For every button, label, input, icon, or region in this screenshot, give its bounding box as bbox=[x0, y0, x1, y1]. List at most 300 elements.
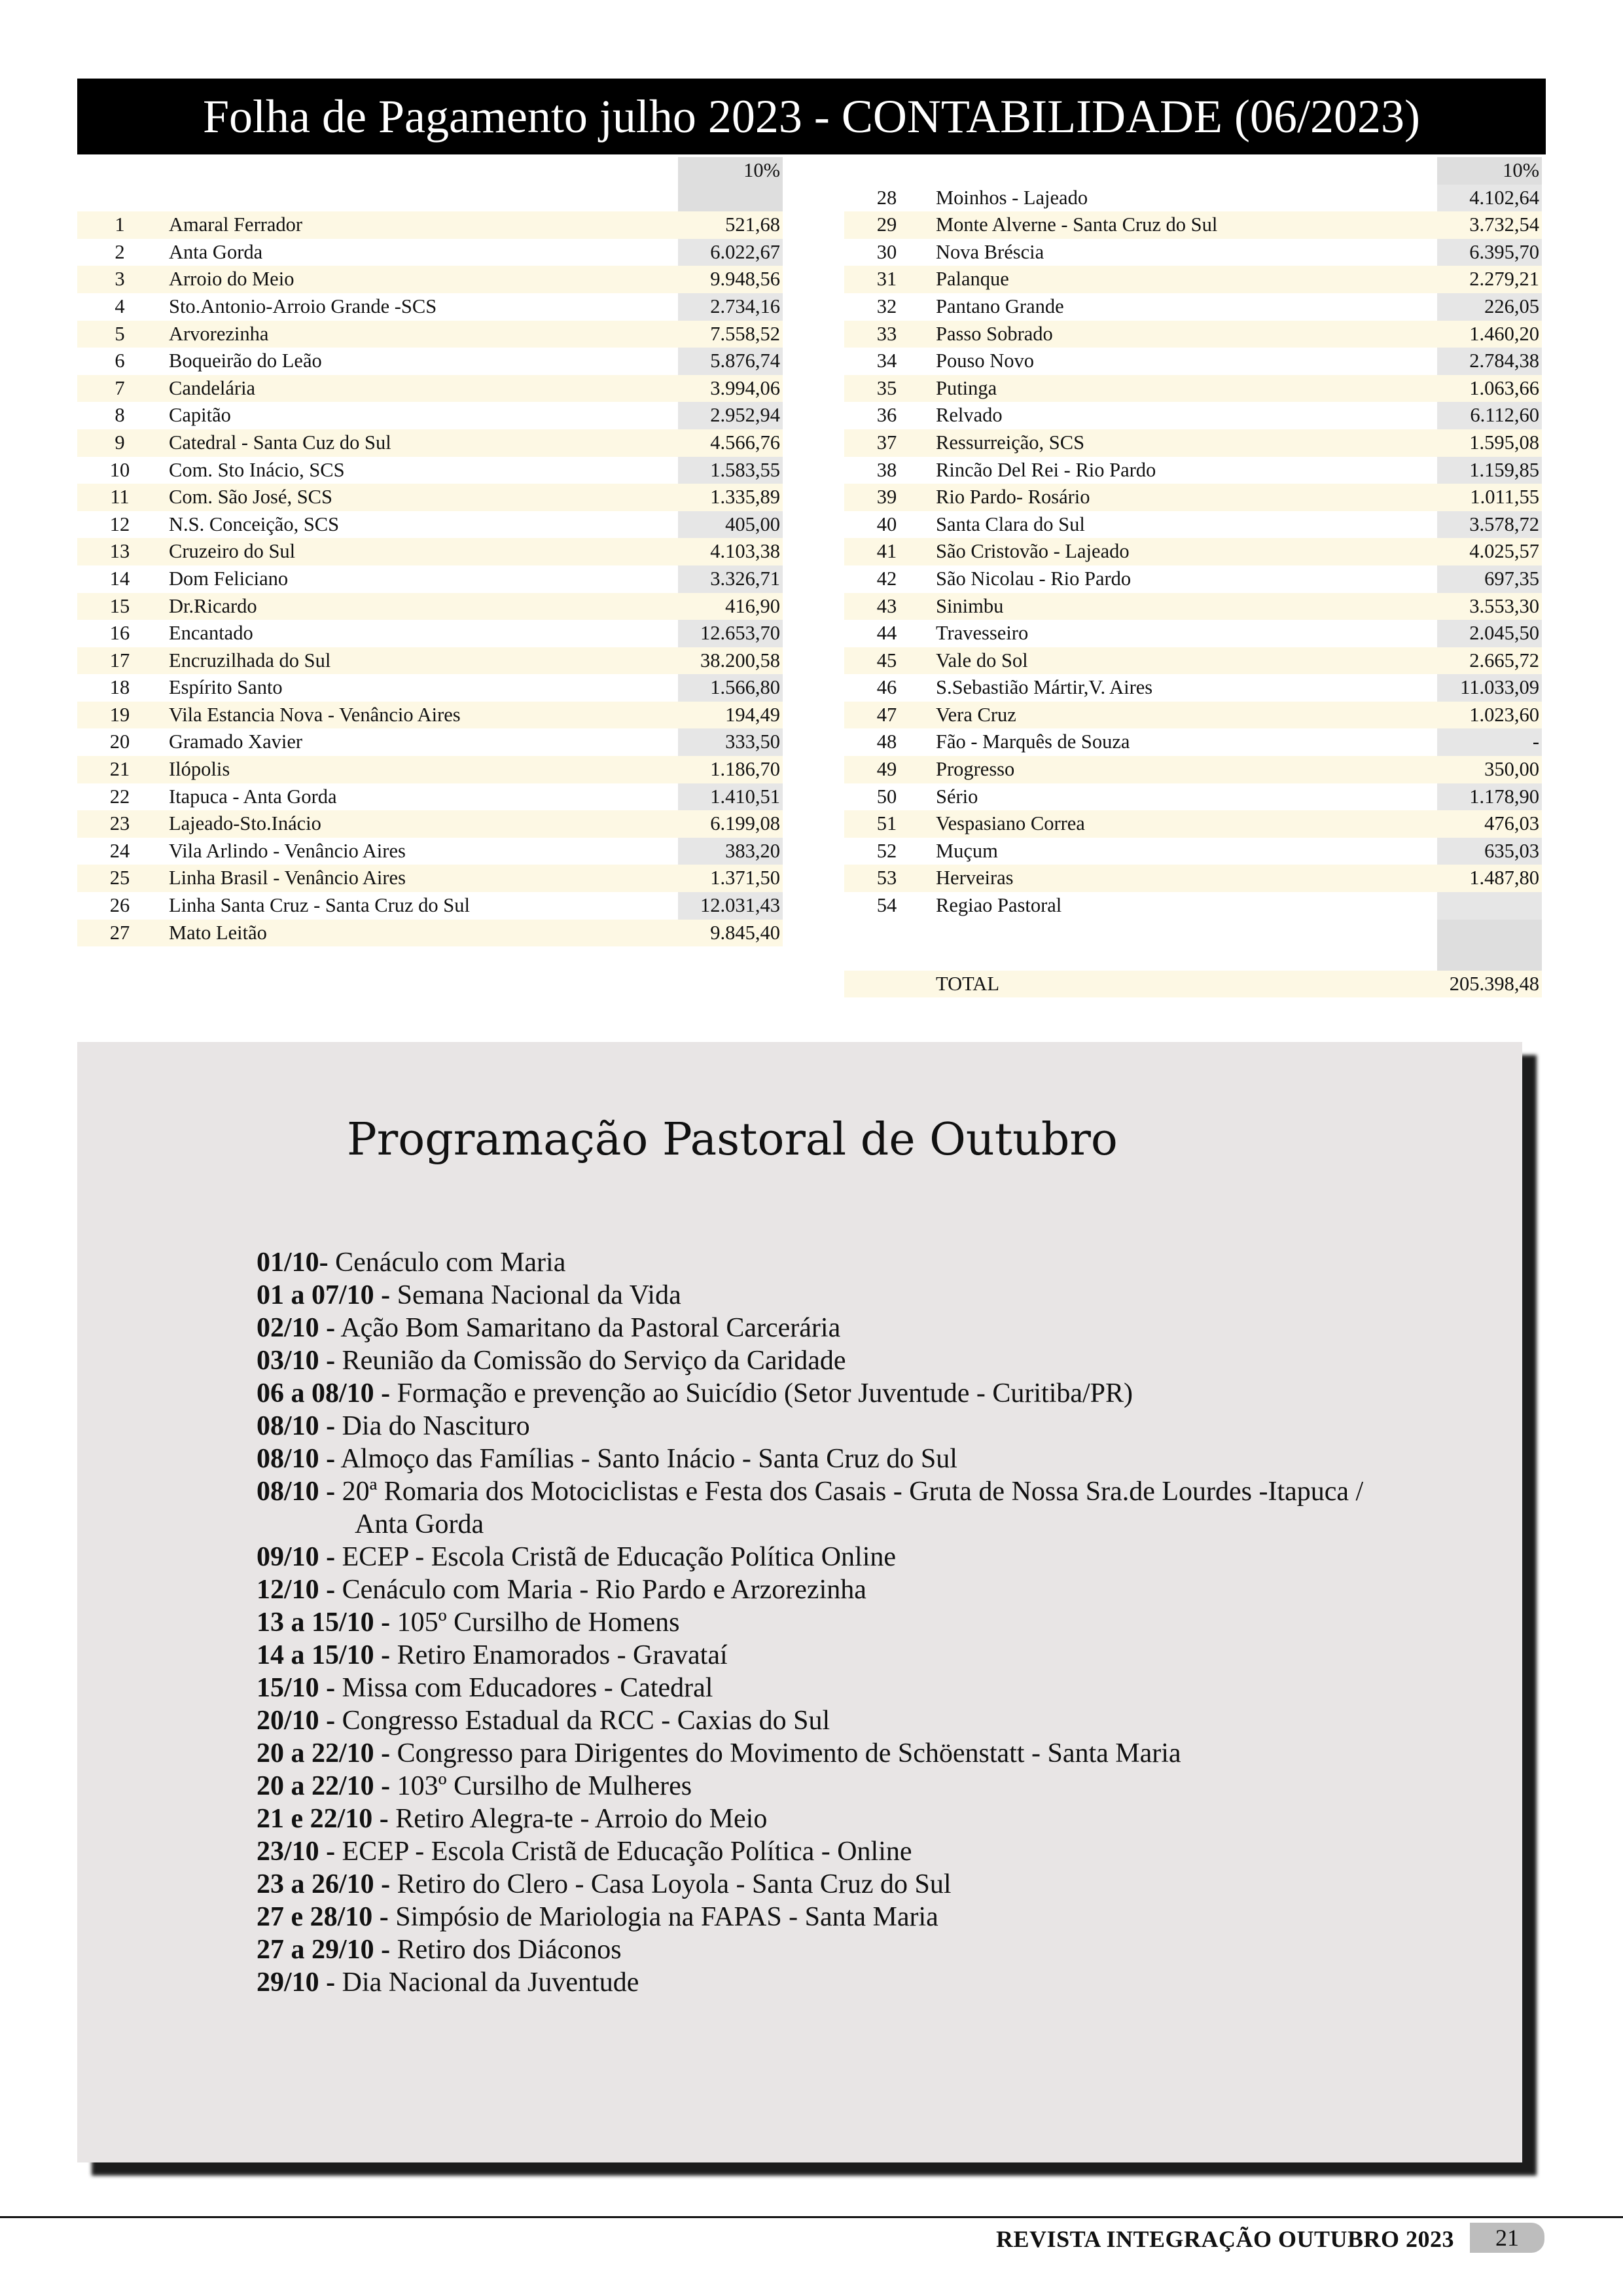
amount: 4.566,76 bbox=[678, 429, 783, 457]
row-number: 42 bbox=[876, 567, 897, 590]
amount: 1.566,80 bbox=[678, 674, 783, 702]
row-number: 5 bbox=[77, 321, 162, 348]
amount: 333,50 bbox=[678, 728, 783, 756]
row-number: 33 bbox=[844, 321, 929, 348]
table-header-spacer bbox=[77, 185, 783, 212]
parish-name: Boqueirão do Leão bbox=[169, 350, 322, 372]
table-row bbox=[844, 402, 1542, 429]
event-date: 21 e 22/10 - bbox=[257, 1804, 389, 1834]
amount: 194,49 bbox=[678, 702, 783, 729]
parish-name: Fão - Marquês de Souza bbox=[936, 730, 1130, 753]
event-description: Congresso Estadual da RCC - Caxias do Sul bbox=[335, 1706, 830, 1736]
pastoral-program-panel bbox=[77, 1042, 1522, 2162]
parish-name: Encruzilhada do Sul bbox=[162, 647, 678, 675]
event-list bbox=[257, 1246, 1500, 1999]
event-item bbox=[257, 1901, 1500, 1933]
row-number: 48 bbox=[876, 730, 897, 753]
parish-name: Relvado bbox=[936, 404, 1003, 427]
row-number: 8 bbox=[115, 404, 125, 427]
parish-name: Travesseiro bbox=[936, 622, 1029, 645]
amount: 12.653,70 bbox=[678, 620, 783, 647]
table-row bbox=[844, 321, 1542, 348]
event-date: 23/10 - bbox=[257, 1837, 336, 1867]
amount: 7.558,52 bbox=[678, 321, 783, 348]
amount: 11.033,09 bbox=[1437, 674, 1542, 702]
row-number: 46 bbox=[876, 676, 897, 699]
parish-name: Mato Leitão bbox=[162, 920, 678, 947]
page-title-text: Folha de Pagamento julho 2023 - CONTABILIDADE (06/2023) bbox=[203, 90, 1420, 143]
parish-name: Vera Cruz bbox=[929, 702, 1437, 729]
row-number: 38 bbox=[876, 458, 897, 481]
event-date: 27 a 29/10 - bbox=[257, 1935, 391, 1965]
row-number: 52 bbox=[876, 839, 897, 862]
parish-name: Anta Gorda bbox=[169, 240, 263, 263]
parish-name: Rio Pardo- Rosário bbox=[929, 484, 1437, 511]
event-date: 27 e 28/10 - bbox=[257, 1902, 389, 1932]
payroll-table-right-body bbox=[844, 157, 1542, 997]
table-row bbox=[77, 511, 783, 539]
table-row bbox=[844, 620, 1542, 647]
amount: 1.371,50 bbox=[678, 865, 783, 892]
table-row bbox=[77, 838, 783, 865]
event-item bbox=[257, 1868, 1500, 1901]
event-description: Reunião da Comissão do Serviço da Caridade bbox=[335, 1346, 846, 1376]
amount: 1.460,20 bbox=[1437, 321, 1542, 348]
amount: 4.025,57 bbox=[1437, 538, 1542, 565]
row-number: 4 bbox=[115, 295, 125, 317]
event-date: 02/10 - bbox=[257, 1313, 336, 1343]
amount: 635,03 bbox=[1437, 838, 1542, 865]
amount: 2.734,16 bbox=[678, 293, 783, 321]
event-description: Congresso para Dirigentes do Movimento de Schöenstatt - Santa Maria bbox=[390, 1738, 1181, 1768]
amount: 2.045,50 bbox=[1437, 620, 1542, 647]
amount: 3.732,54 bbox=[1437, 211, 1542, 239]
parish-name: Com. São José, SCS bbox=[162, 484, 678, 511]
event-description: 105º Cursilho de Homens bbox=[390, 1607, 680, 1638]
row-number: 24 bbox=[109, 839, 130, 862]
parish-name: Progresso bbox=[929, 756, 1437, 783]
parish-name: Lajeado-Sto.Inácio bbox=[162, 810, 678, 838]
amount: 226,05 bbox=[1437, 293, 1542, 321]
payroll-table-right bbox=[844, 157, 1542, 997]
parish-name: Monte Alverne - Santa Cruz do Sul bbox=[929, 211, 1437, 239]
table-row bbox=[844, 728, 1542, 756]
event-item bbox=[257, 1933, 1500, 1966]
table-row bbox=[844, 756, 1542, 783]
payroll-table-left bbox=[77, 157, 783, 946]
row-number: 36 bbox=[876, 404, 897, 427]
event-item bbox=[257, 1377, 1500, 1410]
parish-name: Herveiras bbox=[929, 865, 1437, 892]
event-date: 01 a 07/10 - bbox=[257, 1280, 391, 1310]
event-description: 20ª Romaria dos Motociclistas e Festa dos Casais - Gruta de Nossa Sra.de Lourdes -Itapuca / bbox=[335, 1477, 1364, 1507]
event-item bbox=[257, 1672, 1500, 1704]
amount: 3.578,72 bbox=[1437, 511, 1542, 539]
table-row bbox=[77, 702, 783, 729]
event-date: 20 a 22/10 - bbox=[257, 1738, 391, 1768]
table-row bbox=[844, 185, 1542, 212]
table-row bbox=[844, 375, 1542, 403]
table-row bbox=[77, 266, 783, 293]
table-row bbox=[77, 674, 783, 702]
amount: 6.022,67 bbox=[678, 239, 783, 266]
parish-name: Dr.Ricardo bbox=[162, 593, 678, 620]
table-row bbox=[844, 647, 1542, 675]
event-description: ECEP - Escola Cristã de Educação Política Online bbox=[335, 1542, 897, 1572]
row-number: 7 bbox=[77, 375, 162, 403]
event-description: Almoço das Famílias - Santo Inácio - Santa Cruz do Sul bbox=[335, 1444, 957, 1474]
event-description: Ação Bom Samaritano da Pastoral Carcerária bbox=[335, 1313, 841, 1343]
event-item bbox=[257, 1606, 1500, 1639]
table-row bbox=[77, 892, 783, 920]
row-number: 29 bbox=[844, 211, 929, 239]
row-number: 54 bbox=[876, 894, 897, 917]
amount: 3.994,06 bbox=[678, 375, 783, 403]
page-number-badge bbox=[1470, 2223, 1544, 2253]
event-description: Formação e prevenção ao Suicídio (Setor Juventude - Curitiba/PR) bbox=[390, 1378, 1133, 1408]
parish-name: Sto.Antonio-Arroio Grande -SCS bbox=[169, 295, 437, 317]
table-row bbox=[844, 565, 1542, 593]
table-row bbox=[844, 674, 1542, 702]
row-number: 47 bbox=[844, 702, 929, 729]
row-number: 30 bbox=[876, 240, 897, 263]
footer-magazine: REVISTA INTEGRAÇÃO OUTUBRO 2023 bbox=[996, 2226, 1454, 2252]
parish-name: Sinimbu bbox=[929, 593, 1437, 620]
amount: 9.948,56 bbox=[678, 266, 783, 293]
program-title: Programação Pastoral de Outubro bbox=[347, 1114, 1118, 1166]
row-number: 21 bbox=[77, 756, 162, 783]
row-number: 39 bbox=[844, 484, 929, 511]
parish-name: Vila Estancia Nova - Venâncio Aires bbox=[162, 702, 678, 729]
table-row bbox=[77, 321, 783, 348]
table-row bbox=[844, 892, 1542, 920]
table-row bbox=[77, 375, 783, 403]
event-item bbox=[257, 1835, 1500, 1868]
row-number: 44 bbox=[876, 622, 897, 645]
table-row bbox=[77, 402, 783, 429]
event-description: Cenáculo com Maria - Rio Pardo e Arzorezinha bbox=[335, 1575, 866, 1605]
amount: 1.186,70 bbox=[678, 756, 783, 783]
table-row bbox=[844, 702, 1542, 729]
event-description: ECEP - Escola Cristã de Educação Política - Online bbox=[335, 1837, 912, 1867]
event-description: Dia Nacional da Juventude bbox=[335, 1967, 639, 1998]
row-number: 9 bbox=[77, 429, 162, 457]
amount: 1.335,89 bbox=[678, 484, 783, 511]
amount: 1.159,85 bbox=[1437, 457, 1542, 484]
row-number: 14 bbox=[109, 567, 130, 590]
amount: 5.876,74 bbox=[678, 348, 783, 375]
row-number: 22 bbox=[109, 785, 130, 808]
parish-name: N.S. Conceição, SCS bbox=[169, 512, 340, 535]
row-number: 51 bbox=[844, 810, 929, 838]
table-row bbox=[77, 920, 783, 947]
amount: 2.279,21 bbox=[1437, 266, 1542, 293]
row-number: 3 bbox=[77, 266, 162, 293]
event-item bbox=[257, 1573, 1500, 1606]
row-number: 6 bbox=[115, 350, 125, 372]
table-row bbox=[77, 457, 783, 484]
amount: 521,68 bbox=[678, 211, 783, 239]
event-date: 14 a 15/10 - bbox=[257, 1640, 391, 1670]
row-number: 2 bbox=[115, 240, 125, 263]
amount: 476,03 bbox=[1437, 810, 1542, 838]
amount: 4.102,64 bbox=[1437, 185, 1542, 212]
amount: 1.023,60 bbox=[1437, 702, 1542, 729]
total-label: TOTAL bbox=[929, 971, 1437, 998]
parish-name: Ressurreição, SCS bbox=[929, 429, 1437, 457]
table-row bbox=[77, 593, 783, 620]
amount: 6.112,60 bbox=[1437, 402, 1542, 429]
table-row bbox=[844, 593, 1542, 620]
amount: 2.665,72 bbox=[1437, 647, 1542, 675]
event-item bbox=[257, 1443, 1500, 1475]
amount: 3.553,30 bbox=[1437, 593, 1542, 620]
row-number: 31 bbox=[844, 266, 929, 293]
parish-name: Com. Sto Inácio, SCS bbox=[169, 458, 345, 481]
table-row bbox=[844, 511, 1542, 539]
table-row bbox=[77, 756, 783, 783]
amount: 2.952,94 bbox=[678, 402, 783, 429]
event-description: Retiro dos Diáconos bbox=[390, 1935, 622, 1965]
parish-name: Ilópolis bbox=[162, 756, 678, 783]
table-row bbox=[77, 293, 783, 321]
amount: 2.784,38 bbox=[1437, 348, 1542, 375]
amount: 6.199,08 bbox=[678, 810, 783, 838]
amount: 383,20 bbox=[678, 838, 783, 865]
table-row bbox=[77, 484, 783, 511]
parish-name: Vila Arlindo - Venâncio Aires bbox=[169, 839, 406, 862]
total-value: 205.398,48 bbox=[1437, 971, 1542, 998]
event-description: Retiro Enamorados - Gravataí bbox=[390, 1640, 728, 1670]
event-date: 03/10 - bbox=[257, 1346, 336, 1376]
amount: 1.011,55 bbox=[1437, 484, 1542, 511]
event-date: 08/10 - bbox=[257, 1444, 336, 1474]
row-number: 35 bbox=[844, 375, 929, 403]
event-date: 13 a 15/10 - bbox=[257, 1607, 391, 1638]
table-row bbox=[77, 620, 783, 647]
parish-name: São Nicolau - Rio Pardo bbox=[936, 567, 1132, 590]
event-description: Missa com Educadores - Catedral bbox=[335, 1673, 713, 1703]
table-row bbox=[77, 348, 783, 375]
event-item bbox=[257, 1737, 1500, 1770]
table-row bbox=[844, 457, 1542, 484]
page-title bbox=[77, 79, 1546, 154]
event-date: 20/10 - bbox=[257, 1706, 336, 1736]
table-row bbox=[844, 484, 1542, 511]
percent-header: 10% bbox=[678, 157, 783, 185]
footer-divider bbox=[0, 2216, 1623, 2218]
table-row bbox=[844, 429, 1542, 457]
row-number: 15 bbox=[77, 593, 162, 620]
parish-name: Espírito Santo bbox=[169, 676, 283, 699]
page-number: 21 bbox=[1495, 2225, 1519, 2251]
event-item bbox=[257, 1704, 1500, 1737]
parish-name: S.Sebastião Mártir,V. Aires bbox=[936, 676, 1153, 699]
amount: 1.595,08 bbox=[1437, 429, 1542, 457]
table-row bbox=[844, 538, 1542, 565]
amount: 12.031,43 bbox=[678, 892, 783, 920]
parish-name: Pantano Grande bbox=[936, 295, 1064, 317]
event-description: 103º Cursilho de Mulheres bbox=[390, 1771, 692, 1801]
row-number: 18 bbox=[109, 676, 130, 699]
event-description: Semana Nacional da Vida bbox=[390, 1280, 681, 1310]
amount: - bbox=[1437, 728, 1542, 756]
parish-name: Palanque bbox=[929, 266, 1437, 293]
table-spacer-row bbox=[844, 920, 1542, 971]
amount: 1.583,55 bbox=[678, 457, 783, 484]
event-item bbox=[257, 1803, 1500, 1835]
parish-name: Itapuca - Anta Gorda bbox=[169, 785, 337, 808]
table-row bbox=[77, 728, 783, 756]
parish-name: Regiao Pastoral bbox=[936, 894, 1062, 917]
table-header-row bbox=[844, 157, 1542, 185]
row-number: 23 bbox=[77, 810, 162, 838]
parish-name: Amaral Ferrador bbox=[162, 211, 678, 239]
amount: 405,00 bbox=[678, 511, 783, 539]
parish-name: Passo Sobrado bbox=[929, 321, 1437, 348]
row-number: 16 bbox=[109, 622, 130, 645]
amount: 1.410,51 bbox=[678, 783, 783, 811]
event-item bbox=[257, 1410, 1500, 1443]
row-number: 10 bbox=[109, 458, 130, 481]
row-number: 26 bbox=[109, 894, 130, 917]
event-item bbox=[257, 1770, 1500, 1803]
event-date: 23 a 26/10 - bbox=[257, 1869, 391, 1899]
amount: 1.063,66 bbox=[1437, 375, 1542, 403]
event-description: Cenáculo com Maria bbox=[328, 1247, 566, 1278]
event-item bbox=[257, 1279, 1500, 1312]
event-item bbox=[257, 1246, 1500, 1279]
parish-name: Capitão bbox=[169, 404, 231, 427]
row-number: 43 bbox=[844, 593, 929, 620]
event-description: Simpósio de Mariologia na FAPAS - Santa Maria bbox=[388, 1902, 938, 1932]
row-number: 34 bbox=[876, 350, 897, 372]
row-number: 53 bbox=[844, 865, 929, 892]
row-number: 28 bbox=[876, 186, 897, 209]
row-number: 37 bbox=[844, 429, 929, 457]
parish-name: Putinga bbox=[929, 375, 1437, 403]
event-date: 01/10- bbox=[257, 1247, 329, 1278]
table-row bbox=[844, 810, 1542, 838]
event-date: 29/10 - bbox=[257, 1967, 336, 1998]
table-row bbox=[844, 838, 1542, 865]
percent-header: 10% bbox=[1437, 157, 1542, 185]
parish-name: Catedral - Santa Cuz do Sul bbox=[162, 429, 678, 457]
event-date: 20 a 22/10 - bbox=[257, 1771, 391, 1801]
event-item bbox=[257, 1639, 1500, 1672]
table-row bbox=[77, 565, 783, 593]
amount: 697,35 bbox=[1437, 565, 1542, 593]
table-header-row bbox=[77, 157, 783, 185]
event-description: Retiro do Clero - Casa Loyola - Santa Cruz do Sul bbox=[390, 1869, 952, 1899]
table-row bbox=[77, 810, 783, 838]
event-date: 08/10 - bbox=[257, 1477, 336, 1507]
event-date: 08/10 - bbox=[257, 1411, 336, 1441]
parish-name: Encantado bbox=[169, 622, 253, 645]
row-number: 50 bbox=[876, 785, 897, 808]
table-row bbox=[844, 348, 1542, 375]
amount: 9.845,40 bbox=[678, 920, 783, 947]
event-date: 09/10 - bbox=[257, 1542, 336, 1572]
event-item bbox=[257, 1475, 1500, 1541]
table-row bbox=[844, 266, 1542, 293]
parish-name: Linha Santa Cruz - Santa Cruz do Sul bbox=[169, 894, 470, 917]
amount: 1.178,90 bbox=[1437, 783, 1542, 811]
event-item bbox=[257, 1541, 1500, 1573]
row-number: 1 bbox=[77, 211, 162, 239]
row-number: 20 bbox=[109, 730, 130, 753]
payroll-table-left-body bbox=[77, 157, 783, 946]
row-number: 32 bbox=[876, 295, 897, 317]
row-number: 49 bbox=[844, 756, 929, 783]
row-number: 41 bbox=[844, 538, 929, 565]
event-date: 15/10 - bbox=[257, 1673, 336, 1703]
event-item bbox=[257, 1966, 1500, 1999]
amount: 4.103,38 bbox=[678, 538, 783, 565]
table-row bbox=[844, 293, 1542, 321]
event-item bbox=[257, 1344, 1500, 1377]
table-row bbox=[77, 211, 783, 239]
amount: 1.487,80 bbox=[1437, 865, 1542, 892]
table-row bbox=[844, 211, 1542, 239]
table-row bbox=[77, 239, 783, 266]
event-description: Dia do Nascituro bbox=[335, 1411, 530, 1441]
event-item bbox=[257, 1312, 1500, 1344]
table-row bbox=[844, 865, 1542, 892]
parish-name: Moinhos - Lajeado bbox=[936, 186, 1088, 209]
event-date: 06 a 08/10 - bbox=[257, 1378, 391, 1408]
row-number: 25 bbox=[77, 865, 162, 892]
parish-name: Sério bbox=[936, 785, 978, 808]
parish-name: Nova Bréscia bbox=[936, 240, 1044, 263]
event-date: 12/10 - bbox=[257, 1575, 336, 1605]
parish-name: São Cristovão - Lajeado bbox=[929, 538, 1437, 565]
parish-name: Cruzeiro do Sul bbox=[162, 538, 678, 565]
table-row bbox=[77, 647, 783, 675]
parish-name: Rincão Del Rei - Rio Pardo bbox=[936, 458, 1156, 481]
row-number: 27 bbox=[77, 920, 162, 947]
amount: 38.200,58 bbox=[678, 647, 783, 675]
row-number: 19 bbox=[77, 702, 162, 729]
table-row bbox=[844, 239, 1542, 266]
amount: 6.395,70 bbox=[1437, 239, 1542, 266]
parish-name: Santa Clara do Sul bbox=[936, 512, 1085, 535]
row-number: 13 bbox=[77, 538, 162, 565]
row-number: 40 bbox=[876, 512, 897, 535]
table-row bbox=[844, 783, 1542, 811]
row-number: 17 bbox=[77, 647, 162, 675]
amount bbox=[1437, 892, 1542, 920]
table-row bbox=[77, 865, 783, 892]
amount: 416,90 bbox=[678, 593, 783, 620]
table-row bbox=[77, 429, 783, 457]
parish-name: Linha Brasil - Venâncio Aires bbox=[162, 865, 678, 892]
table-row bbox=[77, 538, 783, 565]
event-description: Retiro Alegra-te - Arroio do Meio bbox=[388, 1804, 768, 1834]
parish-name: Candelária bbox=[162, 375, 678, 403]
event-description-continued: Anta Gorda bbox=[355, 1509, 484, 1539]
parish-name: Vale do Sol bbox=[929, 647, 1437, 675]
parish-name: Pouso Novo bbox=[936, 350, 1034, 372]
row-number: 11 bbox=[77, 484, 162, 511]
parish-name: Arroio do Meio bbox=[162, 266, 678, 293]
parish-name: Gramado Xavier bbox=[169, 730, 303, 753]
parish-name: Muçum bbox=[936, 839, 998, 862]
amount: 350,00 bbox=[1437, 756, 1542, 783]
table-row bbox=[77, 783, 783, 811]
parish-name: Dom Feliciano bbox=[169, 567, 289, 590]
row-number: 12 bbox=[109, 512, 130, 535]
